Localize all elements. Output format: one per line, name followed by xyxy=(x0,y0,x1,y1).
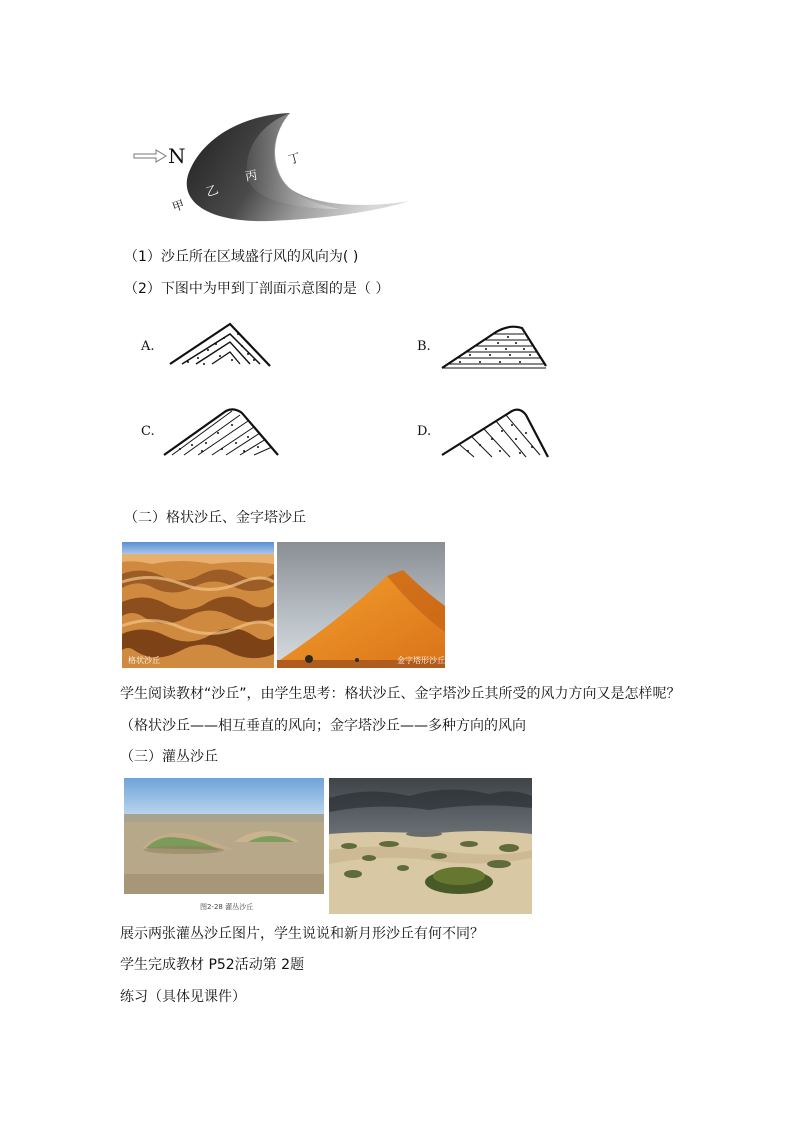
label-jia: 甲 xyxy=(170,197,187,215)
question-2: （2）下图中为甲到丁剖面示意图的是（ ） xyxy=(124,281,390,297)
section3-para1: 展示两张灌丛沙丘图片，学生说说和新月形沙丘有何不同？ xyxy=(120,926,484,942)
option-b-label: B. xyxy=(417,339,431,354)
section3-para2: 学生完成教材 P52活动第 2题 xyxy=(120,957,305,973)
shrub-photo-caption: 图2-28 灌丛沙丘 xyxy=(200,903,254,911)
option-d-label: D. xyxy=(417,424,432,439)
option-b-profile xyxy=(440,322,550,372)
section2-heading: （二）格状沙丘、金字塔沙丘 xyxy=(124,510,306,526)
label-bing: 丙 xyxy=(244,167,259,184)
question-1: （1）沙丘所在区域盛行风的风向为( ) xyxy=(124,249,359,265)
option-c-profile xyxy=(162,405,282,460)
option-d-profile xyxy=(440,405,552,460)
option-a-label: A. xyxy=(141,339,155,354)
section3-para3: 练习（具体见课件） xyxy=(120,989,246,1005)
grid-dune-photo xyxy=(122,542,274,668)
option-c-label: C. xyxy=(141,424,155,439)
crescent-dune-diagram xyxy=(130,105,420,230)
grid-dune-caption: 格状沙丘 xyxy=(128,656,160,665)
option-a-profile xyxy=(168,320,276,370)
shrub-dune-photo-1 xyxy=(124,778,324,894)
wind-arrow-icon xyxy=(134,150,166,162)
north-label: N xyxy=(168,144,186,168)
label-yi: 乙 xyxy=(203,182,221,200)
section2-para1: 学生阅读教材“沙丘”，由学生思考：格状沙丘、金字塔沙丘其所受的风力方向又是怎样呢？ xyxy=(120,686,681,702)
pyramid-dune-photo xyxy=(277,542,445,668)
pyramid-dune-caption: 金字塔形沙丘 xyxy=(397,656,445,665)
section3-heading: （三）灌丛沙丘 xyxy=(120,749,218,765)
label-ding: 丁 xyxy=(286,150,302,168)
shrub-dune-photo-2 xyxy=(329,778,532,914)
section2-para2: （格状沙丘——相互垂直的风向；金字塔沙丘——多种方向的风向 xyxy=(120,718,526,734)
